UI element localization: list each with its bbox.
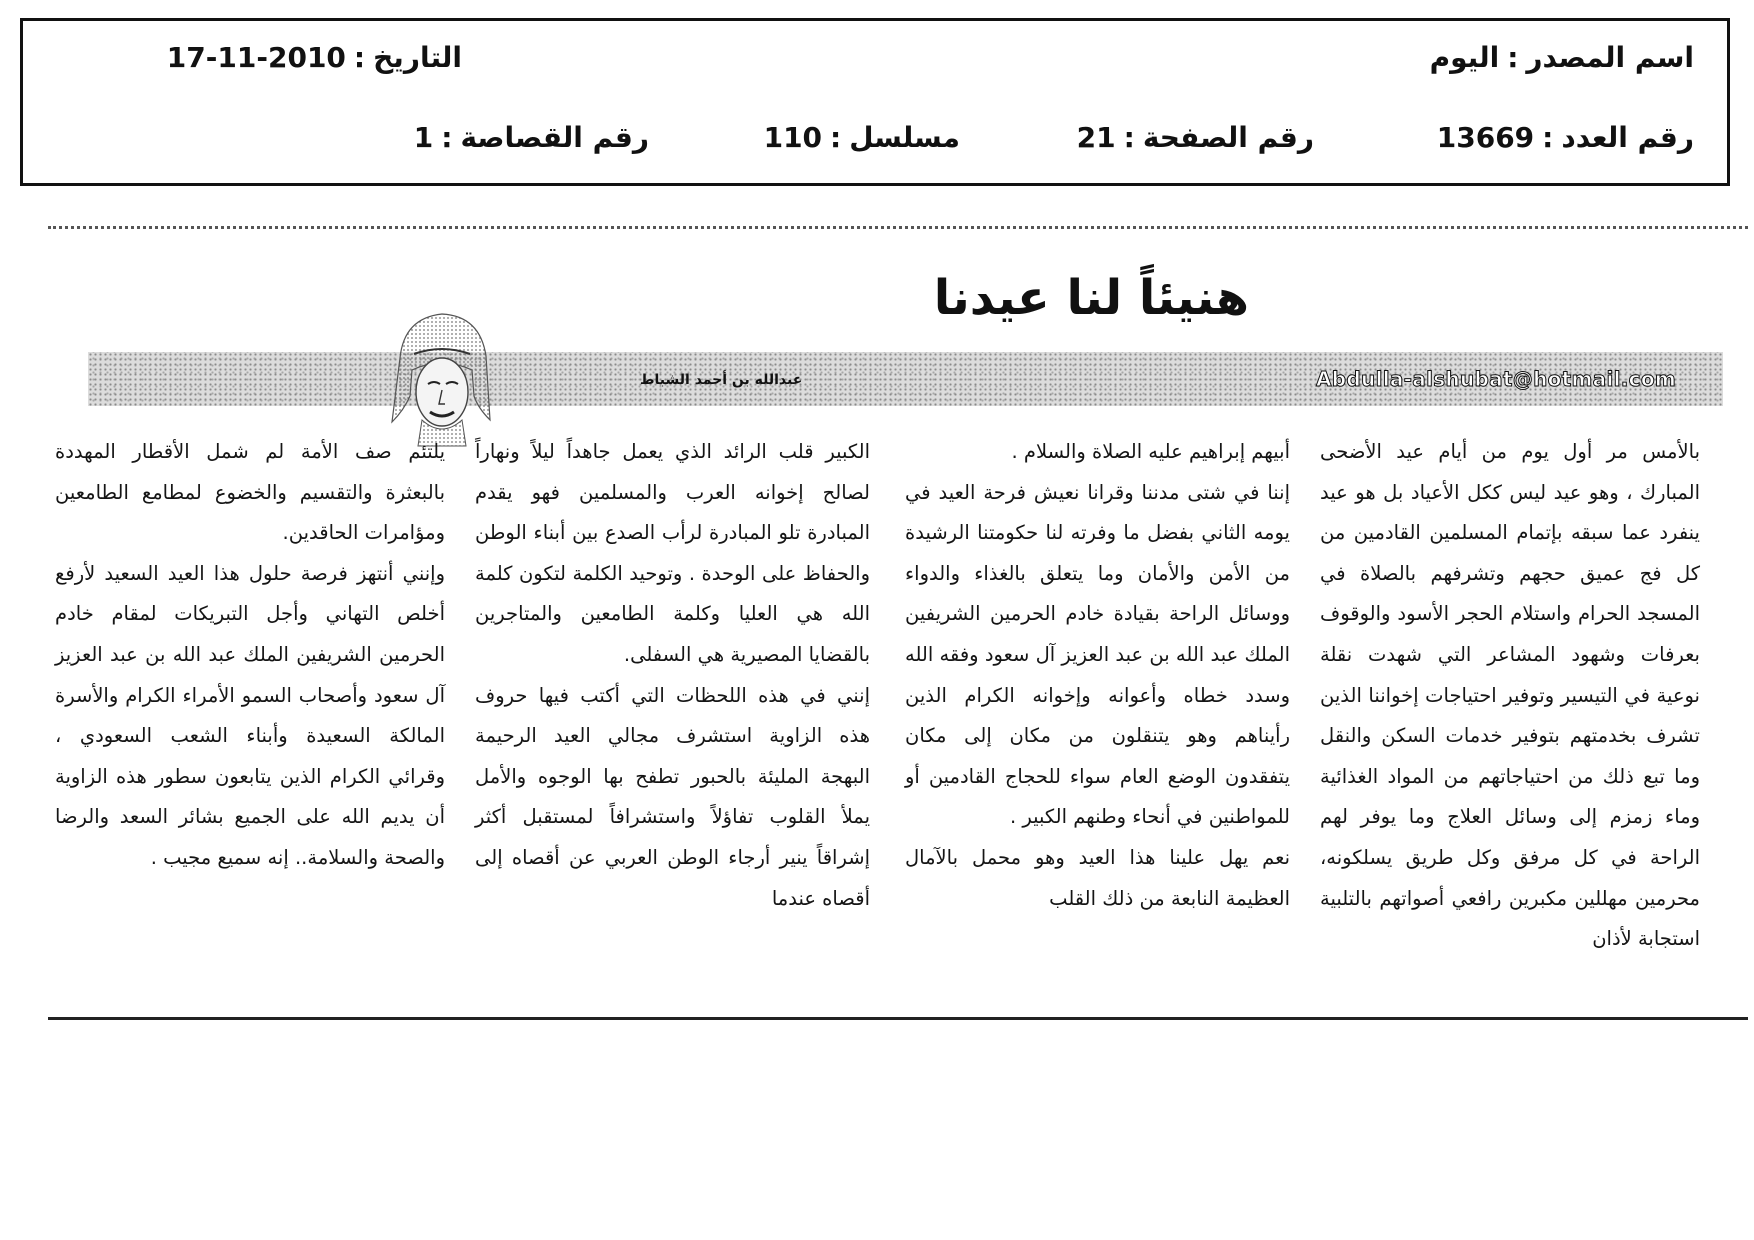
- source-value: اليوم: [1429, 41, 1500, 74]
- clip-value: 1: [413, 121, 434, 154]
- paragraph: الكبير قلب الرائد الذي يعمل جاهداً ليلاً ونهاراً لصالح إخوانه العرب والمسلمين فهو يقدم المبادرة تلو المبادرة لرأب الصدع بين أبناء الوطن والحفاظ على الوحدة . وتوحيد الكلمة لتكون كلمة الله هي العليا وكلمة الطامعين والمتاجرين بالقضايا المصيرية هي السفلى.: [475, 440, 870, 666]
- paragraph: نعم يهل علينا هذا العيد وهو محمل بالآمال العظيمة النابعة من ذلك القلب: [905, 845, 1290, 910]
- article-column-2: [905, 432, 1290, 919]
- issue-value: 13669: [1436, 121, 1535, 154]
- issue-field: رقم العدد:13669: [1436, 121, 1694, 154]
- page-value: 21: [1076, 121, 1116, 154]
- author-portrait: [382, 300, 500, 450]
- serial-field: مسلسل:110: [763, 121, 960, 154]
- serial-value: 110: [763, 121, 823, 154]
- paragraph: إننا في شتى مدننا وقرانا نعيش فرحة العيد في يومه الثاني بفضل ما وفرته لنا حكومتنا الرشيدة من الأمن والأمان وما يتعلق بالغذاء والدواء ووسائل الراحة بقيادة خادم الحرمين الشريفين الملك عبد الله بن عبد العزيز آل سعود وفقه الله وسدد خطاه وأعوانه وإخوانه الكرام الذين رأيناهم وهو يتنقلون من مكان إلى مكان يتفقدون الوضع العام سواء للحجاج القادمين أو للمواطنين في أنحاء وطنهم الكبير .: [905, 480, 1290, 829]
- serial-label: مسلسل: [849, 121, 960, 154]
- article-column-1: [1320, 432, 1700, 960]
- paragraph: يلتئم صف الأمة لم شمل الأقطار المهددة بالبعثرة والتقسيم والخضوع لمطامع الطامعين ومؤامرات الحاقدين.: [55, 440, 445, 545]
- page-field: رقم الصفحة:21: [1076, 121, 1314, 154]
- date-label: التاريخ: [373, 41, 462, 74]
- date-field: التاريخ:2010-11-17: [166, 41, 462, 74]
- page-label: رقم الصفحة: [1142, 121, 1314, 154]
- source-label: اسم المصدر: [1526, 41, 1694, 74]
- bottom-divider: [48, 1017, 1748, 1020]
- article-title: هنيئاً لنا عيدنا: [933, 270, 1249, 326]
- issue-label: رقم العدد: [1561, 121, 1694, 154]
- author-name: عبدالله بن أحمد الشباط: [640, 372, 803, 388]
- source-field: اسم المصدر:اليوم: [1429, 41, 1694, 74]
- date-value: 2010-11-17: [166, 41, 346, 74]
- paragraph: إنني في هذه اللحظات التي أكتب فيها حروف هذه الزاوية استشرف مجالي العيد الرحيمة البهجة المليئة بالحبور تطفح بها الوجوه والأمل يملأ القلوب تفاؤلاً واستشرافاً لمستقبل أكثر إشراقاً ينير أرجاء الوطن العربي عن أقصاه إلى أقصاه عندما: [475, 683, 870, 910]
- author-email: Abdulla-alshubat@hotmail.com: [1316, 367, 1676, 391]
- article-column-4: [55, 432, 445, 879]
- paragraph: وإنني أنتهز فرصة حلول هذا العيد السعيد لأرفع أخلص التهاني وأجل التبريكات لمقام خادم الحرمين الشريفين الملك عبد الله بن عبد العزيز آل سعود وأصحاب السمو الأمراء الكرام والأسرة المالكة السعيدة وأبناء الشعب السعودي ، وقرائي الكرام الذين يتابعون سطور هذه الزاوية أن يديم الله على الجميع بشائر السعد والرضا والصحة والسلامة.. إنه سميع مجيب .: [55, 561, 445, 869]
- article-column-3: [475, 432, 870, 919]
- paragraph: أبيهم إبراهيم عليه الصلاة والسلام .: [1011, 440, 1290, 463]
- top-divider: [48, 226, 1748, 229]
- paragraph: بالأمس مر أول يوم من أيام عيد الأضحى المبارك ، وهو عيد ليس ككل الأعياد بل هو عيد ينفرد عما سبقه بإتمام المسلمين القادمين من كل فج عميق حجهم وتشرفهم بالصلاة في المسجد الحرام واستلام الحجر الأسود والوقوف بعرفات وشهود المشاعر التي شهدت نقلة نوعية في التيسير وتوفير احتياجات إخواننا الذين تشرف بخدمتهم بتوفير خدمات السكن والنقل وما تبع ذلك من احتياجاتهم من المواد الغذائية وماء زمزم إلى وسائل العلاج وما يوفر لهم الراحة في كل مرفق وكل طريق يسلكونه، محرمين مهللين مكبرين رافعي أصواتهم بالتلبية استجابة لأذان: [1320, 440, 1700, 951]
- clip-label: رقم القصاصة: [460, 121, 649, 154]
- clip-field: رقم القصاصة:1: [413, 121, 649, 154]
